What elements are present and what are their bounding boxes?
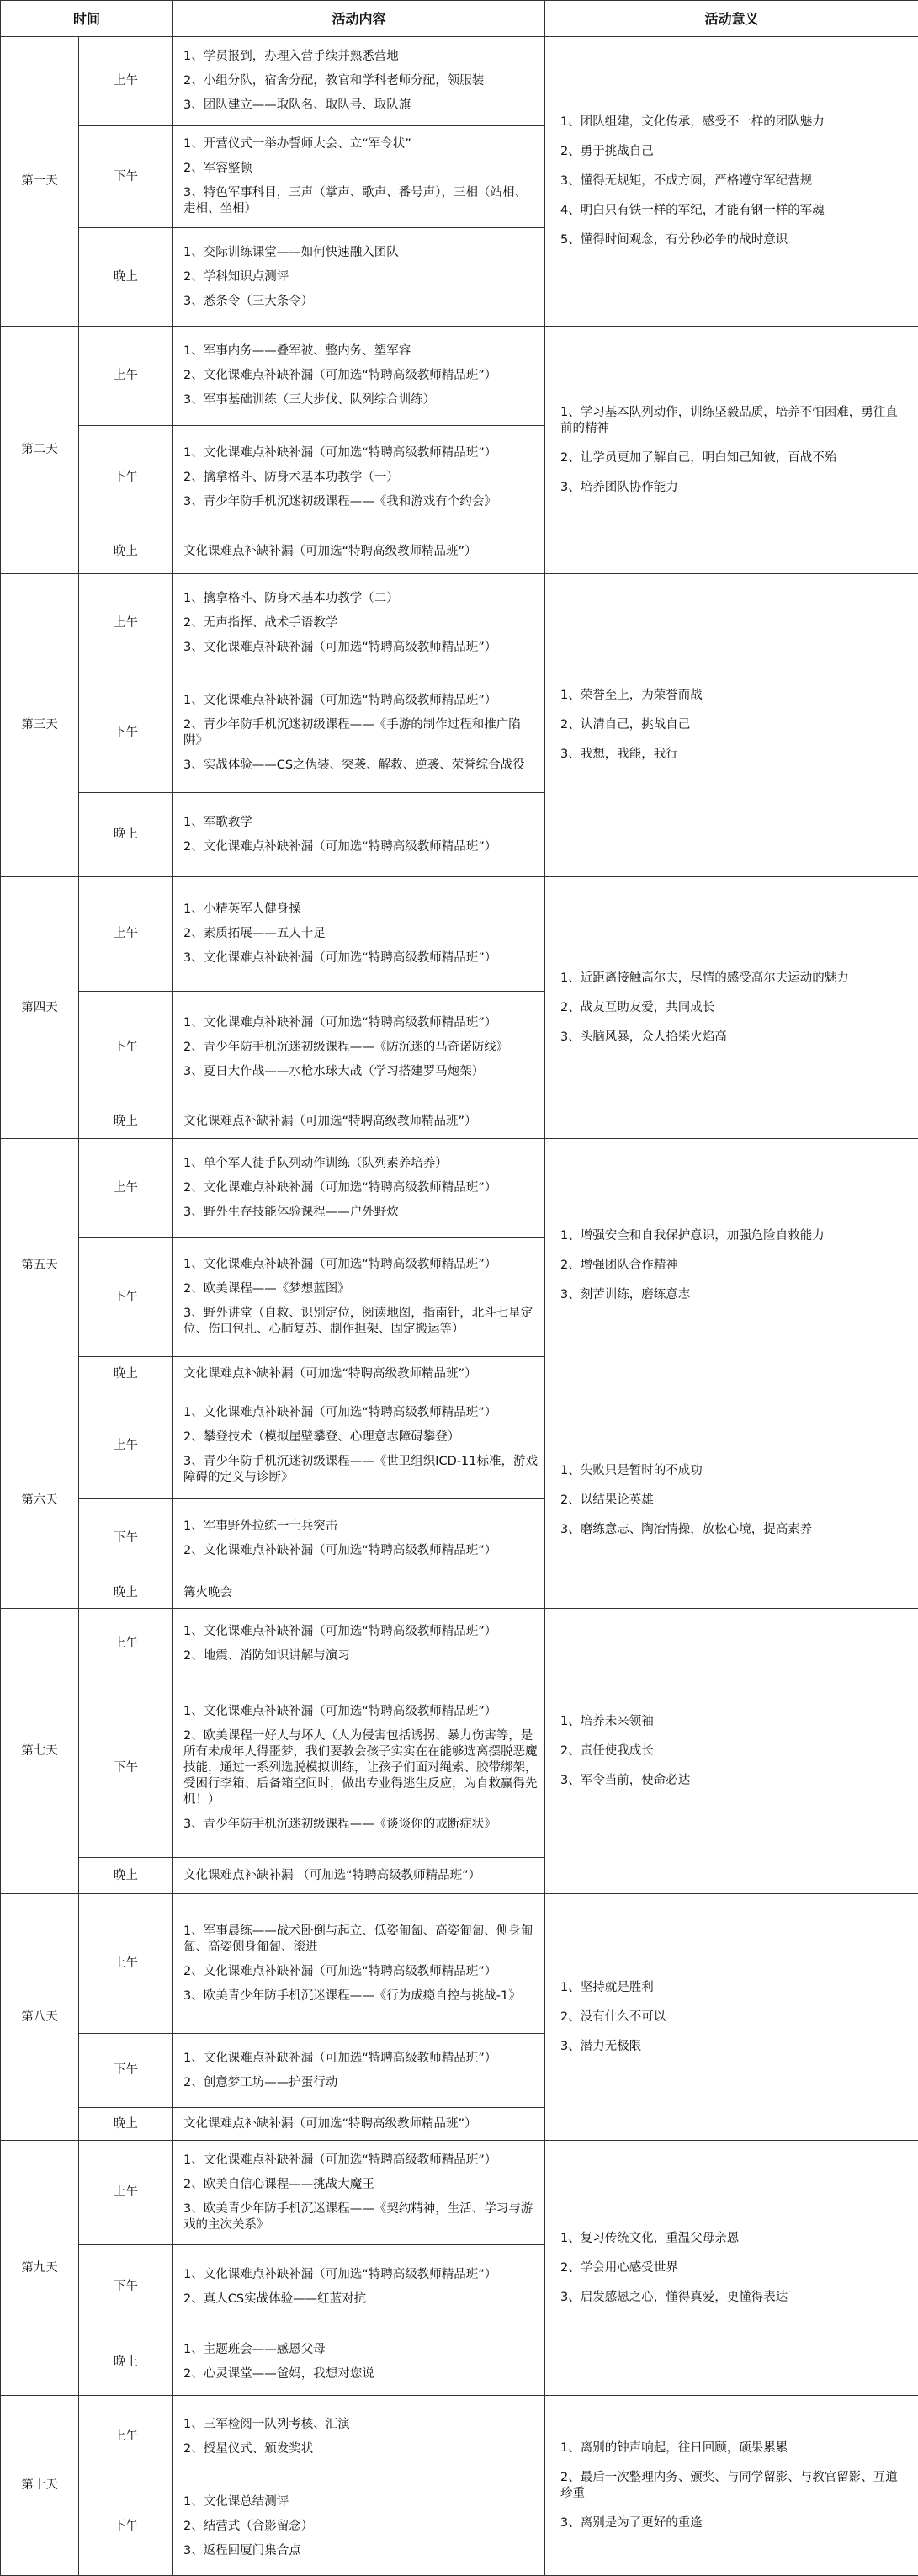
activity-item: 文化课难点补缺补漏 （可加选“特聘高级教师精品班”） [183, 1868, 538, 1884]
meaning-item: 1、坚持就是胜利 [560, 1980, 910, 1996]
meaning-item: 1、荣誉至上，为荣誉而战 [560, 688, 910, 704]
activity-item: 2、军容整顿 [183, 161, 538, 177]
activity-content-cell [173, 1139, 545, 1238]
meaning-item: 3、启发感恩之心，懂得真爱，更懂得表达 [560, 2290, 910, 2306]
activity-item: 3、欧美青少年防手机沉迷课程——《契约精神，生活、学习与游戏的主次关系》 [183, 2201, 538, 2233]
activity-item: 2、学科知识点测评 [183, 269, 538, 285]
meaning-item: 2、没有什么不可以 [560, 2009, 910, 2025]
meaning-item: 3、磨练意志、陶冶情操，放松心境，提高素养 [560, 1522, 910, 1538]
meaning-item: 3、懂得无规矩，不成方圆，严格遵守军纪营规 [560, 173, 910, 189]
activity-meaning-cell [545, 2141, 918, 2396]
period-label: 上午 [79, 1139, 173, 1238]
activity-item: 2、文化课难点补缺补漏（可加选“特聘高级教师精品班”） [183, 368, 538, 384]
activity-item: 2、小组分队，宿舍分配，教官和学科老师分配，领服装 [183, 73, 538, 89]
day-label: 第八天 [1, 1894, 79, 2141]
activity-item: 2、青少年防手机沉迷初级课程——《手游的制作过程和推广陷阱》 [183, 717, 538, 749]
day-label: 第一天 [1, 37, 79, 327]
activity-item: 1、文化课难点补缺补漏（可加选“特聘高级教师精品班”） [183, 693, 538, 709]
meaning-item: 5、懂得时间观念，有分秒必争的战时意识 [560, 232, 910, 248]
activity-item: 2、攀登技术（模拟崖壁攀登、心理意志障碍攀登） [183, 1429, 538, 1445]
activity-item: 1、文化课难点补缺补漏（可加选“特聘高级教师精品班”） [183, 1624, 538, 1640]
activity-meaning-cell [545, 574, 918, 877]
activity-item: 2、心灵课堂——爸妈，我想对您说 [183, 2366, 538, 2382]
activity-item: 1、三军检阅一队列考核、汇演 [183, 2417, 538, 2433]
meaning-item: 2、责任使我成长 [560, 1743, 910, 1759]
meaning-item: 1、近距离接触高尔夫，尽情的感受高尔夫运动的魅力 [560, 971, 910, 987]
activity-item: 文化课难点补缺补漏（可加选“特聘高级教师精品班”） [183, 1366, 538, 1382]
meaning-item: 3、离别是为了更好的重逢 [560, 2515, 910, 2531]
activity-item: 3、野外讲堂（自救、识别定位，阅读地图，指南针，北斗七星定位、伤口包扎、心肺复苏、制作担架、固定搬运等） [183, 1306, 538, 1338]
activity-content-cell [173, 992, 545, 1104]
meaning-item: 3、军令当前，使命必达 [560, 1773, 910, 1789]
activity-item: 2、文化课难点补缺补漏（可加选“特聘高级教师精品班”） [183, 1180, 538, 1196]
activity-item: 3、野外生存技能体验课程——户外野炊 [183, 1205, 538, 1221]
activity-item: 3、悉条令（三大条令） [183, 294, 538, 310]
activity-item: 2、素质拓展——五人十足 [183, 926, 538, 942]
meaning-item: 2、学会用心感受世界 [560, 2260, 910, 2276]
activity-item: 2、授星仪式、颁发奖状 [183, 2441, 538, 2457]
period-label: 上午 [79, 2141, 173, 2245]
activity-item: 3、实战体验——CS之伪装、突袭、解救、逆袭、荣誉综合战役 [183, 758, 538, 774]
period-label: 下午 [79, 2245, 173, 2329]
activity-item: 3、夏日大作战——水枪水球大战（学习搭建罗马炮架） [183, 1064, 538, 1080]
activity-item: 2、文化课难点补缺补漏（可加选“特聘高级教师精品班”） [183, 839, 538, 855]
period-label: 下午 [79, 126, 173, 228]
activity-item: 1、军事晨练——战术卧倒与起立、低姿匍匐、高姿匍匐、侧身匍匐、高姿侧身匍匐、滚进 [183, 1924, 538, 1956]
day-label: 第五天 [1, 1139, 79, 1392]
schedule-row [1, 877, 918, 992]
period-label: 上午 [79, 327, 173, 426]
day-label: 第四天 [1, 877, 79, 1139]
day-label: 第六天 [1, 1392, 79, 1609]
schedule-row [1, 2141, 918, 2245]
activity-item: 1、文化课难点补缺补漏（可加选“特聘高级教师精品班”） [183, 2153, 538, 2169]
activity-item: 2、创意梦工坊——护蛋行动 [183, 2075, 538, 2091]
activity-item: 3、欧美青少年防手机沉迷课程——《行为成瘾自控与挑战-1》 [183, 1988, 538, 2004]
activity-content-cell [173, 2141, 545, 2245]
activity-content-cell [173, 2108, 545, 2141]
meaning-item: 4、明白只有铁一样的军纪，才能有钢一样的军魂 [560, 203, 910, 219]
activity-content-cell [173, 1679, 545, 1858]
period-label: 下午 [79, 1679, 173, 1858]
meaning-item: 1、学习基本队列动作，训练坚毅品质，培养不怕困难，勇往直前的精神 [560, 405, 910, 437]
activity-item: 3、文化课难点补缺补漏（可加选“特聘高级教师精品班”） [183, 640, 538, 656]
activity-content-cell [173, 327, 545, 426]
activity-item: 3、返程回厦门集合点 [183, 2543, 538, 2559]
meaning-item: 1、增强安全和自我保护意识，加强危险自救能力 [560, 1228, 910, 1244]
meaning-item: 3、潜力无极限 [560, 2039, 910, 2055]
activity-meaning-cell [545, 1609, 918, 1894]
period-label: 下午 [79, 1238, 173, 1357]
day-label: 第十天 [1, 2396, 79, 2576]
header-time: 时间 [1, 1, 173, 37]
activity-item: 1、文化课难点补缺补漏（可加选“特聘高级教师精品班”） [183, 2051, 538, 2067]
period-label: 上午 [79, 574, 173, 673]
activity-item: 1、单个军人徒手队列动作训练（队列素养培养） [183, 1156, 538, 1172]
activity-item: 1、文化课难点补缺补漏（可加选“特聘高级教师精品班”） [183, 1257, 538, 1273]
activity-content-cell [173, 1578, 545, 1609]
activity-item: 3、青少年防手机沉迷初级课程——《我和游戏有个约会》 [183, 494, 538, 510]
activity-item: 1、文化课难点补缺补漏（可加选“特聘高级教师精品班”） [183, 1405, 538, 1421]
day-label: 第九天 [1, 2141, 79, 2396]
header-content: 活动内容 [173, 1, 545, 37]
activity-item: 3、青少年防手机沉迷初级课程——《世卫组织ICD-11标准，游戏障碍的定义与诊断》 [183, 1454, 538, 1486]
period-label: 晚上 [79, 2329, 173, 2396]
activity-content-cell [173, 1392, 545, 1499]
activity-item: 文化课难点补缺补漏（可加选“特聘高级教师精品班”） [183, 1114, 538, 1130]
meaning-item: 2、认清自己，挑战自己 [560, 717, 910, 733]
activity-content-cell [173, 1499, 545, 1578]
meaning-item: 3、刻苦训练，磨练意志 [560, 1287, 910, 1303]
schedule-row [1, 1139, 918, 1238]
activity-item: 1、擒拿格斗、防身术基本功教学（二） [183, 591, 538, 607]
meaning-item: 2、战友互助友爱，共同成长 [560, 1000, 910, 1016]
period-label: 晚上 [79, 793, 173, 877]
activity-content-cell [173, 228, 545, 327]
activity-content-cell [173, 37, 545, 126]
activity-content-cell [173, 1357, 545, 1392]
activity-item: 3、青少年防手机沉迷初级课程——《谈谈你的戒断症状》 [183, 1817, 538, 1833]
activity-item: 2、文化课难点补缺补漏（可加选“特聘高级教师精品班”） [183, 1964, 538, 1980]
meaning-item: 2、增强团队合作精神 [560, 1258, 910, 1274]
activity-content-cell [173, 2245, 545, 2329]
activity-content-cell [173, 426, 545, 530]
meaning-item: 2、让学员更加了解自己，明白知己知彼，百战不殆 [560, 450, 910, 466]
activity-item: 2、青少年防手机沉迷初级课程——《防沉迷的马奇诺防线》 [183, 1040, 538, 1056]
activity-item: 2、文化课难点补缺补漏（可加选“特聘高级教师精品班”） [183, 1543, 538, 1559]
meaning-item: 3、头脑风暴，众人拾柴火焰高 [560, 1030, 910, 1046]
activity-content-cell [173, 1609, 545, 1679]
meaning-item: 3、培养团队协作能力 [560, 480, 910, 496]
activity-content-cell [173, 1894, 545, 2034]
activity-content-cell [173, 574, 545, 673]
activity-content-cell [173, 126, 545, 228]
day-label: 第七天 [1, 1609, 79, 1894]
activity-meaning-cell [545, 877, 918, 1139]
schedule-row [1, 37, 918, 126]
activity-content-cell [173, 2478, 545, 2576]
activity-item: 1、文化课难点补缺补漏（可加选“特聘高级教师精品班”） [183, 2267, 538, 2283]
period-label: 下午 [79, 1499, 173, 1578]
activity-item: 2、欧美课程一好人与坏人（人为侵害包括诱拐、暴力伤害等，是所有未成年人得噩梦，我们要教会孩子实实在在能够选离摆脱恶魔技能，通过一系列选脱模拟训练，让孩子们面对绳索、胶带绑架，受困行李箱、后备箱空间时，做出专业得逃生反应，为自救赢得先机！） [183, 1728, 538, 1808]
header-meaning: 活动意义 [545, 1, 918, 37]
activity-content-cell [173, 1104, 545, 1139]
activity-content-cell [173, 2329, 545, 2396]
activity-item: 篝火晚会 [183, 1585, 538, 1601]
meaning-item: 2、勇于挑战自己 [560, 144, 910, 160]
activity-item: 2、真人CS实战体验——红蓝对抗 [183, 2291, 538, 2307]
activity-meaning-cell [545, 1392, 918, 1609]
schedule-row [1, 2396, 918, 2478]
meaning-item: 1、团队组建，文化传承，感受不一样的团队魅力 [560, 114, 910, 130]
period-label: 上午 [79, 1894, 173, 2034]
activity-item: 2、欧美课程——《梦想蓝图》 [183, 1281, 538, 1297]
activity-item: 3、军事基础训练（三大步伐、队列综合训练） [183, 392, 538, 408]
activity-item: 1、文化课难点补缺补漏（可加选“特聘高级教师精品班”） [183, 445, 538, 461]
activity-item: 3、特色军事科目，三声（掌声、歌声、番号声），三相（站相、走相、坐相） [183, 185, 538, 217]
activity-meaning-cell [545, 37, 918, 327]
activity-item: 1、小精英军人健身操 [183, 902, 538, 918]
period-label: 上午 [79, 1392, 173, 1499]
period-label: 晚上 [79, 1858, 173, 1894]
meaning-item: 1、离别的钟声响起，往日回顾，硕果累累 [560, 2440, 910, 2456]
activity-item: 1、交际训练课堂——如何快速融入团队 [183, 245, 538, 261]
activity-content-cell [173, 793, 545, 877]
activity-item: 3、团队建立——取队名、取队号、取队旗 [183, 98, 538, 114]
period-label: 下午 [79, 2478, 173, 2576]
activity-item: 2、结营式（合影留念） [183, 2519, 538, 2535]
meaning-item: 1、复习传统文化，重温父母亲恩 [560, 2231, 910, 2247]
meaning-item: 1、培养未来领袖 [560, 1714, 910, 1730]
period-label: 下午 [79, 673, 173, 793]
period-label: 晚上 [79, 1357, 173, 1392]
activity-item: 1、军事内务——叠军被、整内务、塑军容 [183, 343, 538, 359]
activity-content-cell [173, 1238, 545, 1357]
period-label: 上午 [79, 877, 173, 992]
activity-meaning-cell [545, 2396, 918, 2576]
activity-item: 3、文化课难点补缺补漏（可加选“特聘高级教师精品班”） [183, 950, 538, 966]
activity-content-cell [173, 1858, 545, 1894]
meaning-item: 3、我想，我能，我行 [560, 747, 910, 763]
period-label: 下午 [79, 992, 173, 1104]
activity-content-cell [173, 530, 545, 574]
activity-item: 2、地震、消防知识讲解与演习 [183, 1648, 538, 1664]
activity-item: 1、文化课难点补缺补漏（可加选“特聘高级教师精品班”） [183, 1015, 538, 1031]
schedule-row [1, 574, 918, 673]
activity-item: 1、主题班会——感恩父母 [183, 2342, 538, 2358]
meaning-item: 2、以结果论英雄 [560, 1493, 910, 1509]
header-row [1, 1, 918, 37]
period-label: 下午 [79, 426, 173, 530]
activity-content-cell [173, 877, 545, 992]
day-label: 第三天 [1, 574, 79, 877]
activity-item: 1、军歌教学 [183, 815, 538, 831]
schedule-row [1, 327, 918, 426]
meaning-item: 2、最后一次整理内务、颁奖、与同学留影、与教官留影、互道珍重 [560, 2470, 910, 2502]
period-label: 上午 [79, 37, 173, 126]
period-label: 晚上 [79, 1104, 173, 1139]
period-label: 晚上 [79, 228, 173, 327]
activity-item: 2、欧美自信心课程——挑战大魔王 [183, 2177, 538, 2193]
meaning-item: 1、失败只是暂时的不成功 [560, 1463, 910, 1479]
schedule-row [1, 1609, 918, 1679]
activity-content-cell [173, 673, 545, 793]
activity-item: 1、文化课总结测评 [183, 2494, 538, 2510]
period-label: 上午 [79, 1609, 173, 1679]
period-label: 晚上 [79, 530, 173, 574]
activity-item: 文化课难点补缺补漏（可加选“特聘高级教师精品班”） [183, 544, 538, 560]
period-label: 下午 [79, 2034, 173, 2108]
activity-item: 1、军事野外拉练一士兵突击 [183, 1519, 538, 1535]
activity-meaning-cell [545, 1139, 918, 1392]
schedule-row [1, 1894, 918, 2034]
activity-item: 1、开营仪式一举办誓师大会、立“军令状” [183, 136, 538, 152]
activity-item: 1、文化课难点补缺补漏（可加选“特聘高级教师精品班”） [183, 1704, 538, 1720]
period-label: 晚上 [79, 1578, 173, 1609]
activity-item: 2、擒拿格斗、防身术基本功教学（一） [183, 470, 538, 486]
period-label: 晚上 [79, 2108, 173, 2141]
activity-item: 2、无声指挥、战术手语教学 [183, 615, 538, 631]
activity-meaning-cell [545, 327, 918, 574]
activity-item: 文化课难点补缺补漏（可加选“特聘高级教师精品班”） [183, 2116, 538, 2132]
activity-content-cell [173, 2396, 545, 2478]
activity-meaning-cell [545, 1894, 918, 2141]
day-label: 第二天 [1, 327, 79, 574]
period-label: 上午 [79, 2396, 173, 2478]
activity-content-cell [173, 2034, 545, 2108]
schedule-row [1, 1392, 918, 1499]
activity-item: 1、学员报到，办理入营手续并熟悉营地 [183, 49, 538, 65]
